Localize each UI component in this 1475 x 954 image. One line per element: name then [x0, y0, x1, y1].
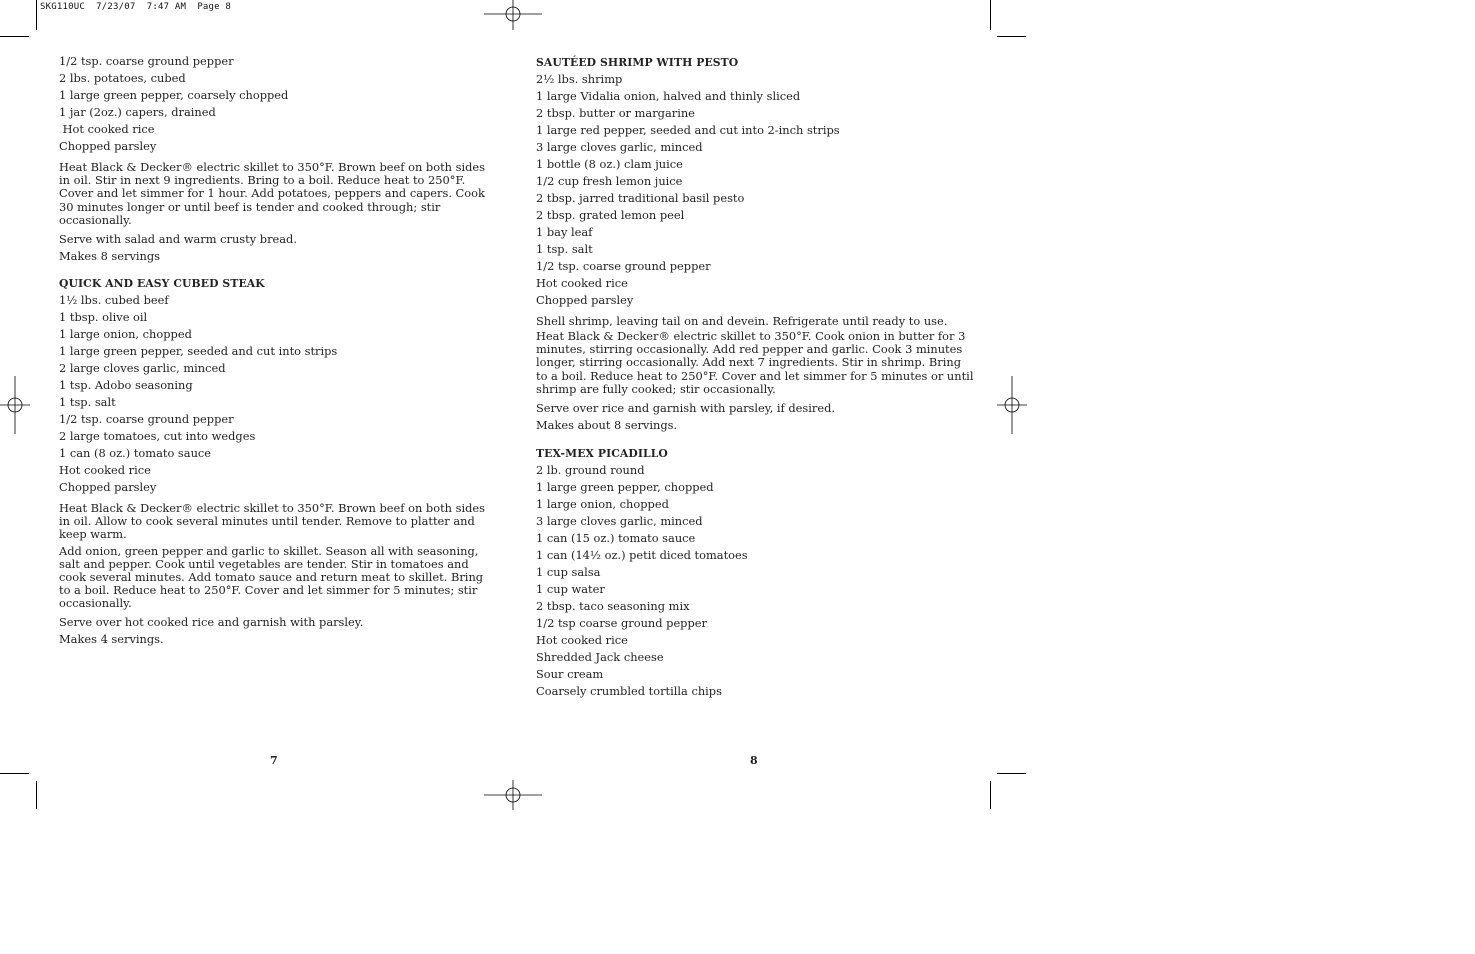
ingredient-item: 2 tbsp. jarred traditional basil pesto — [536, 191, 745, 205]
direction-paragraph: Add onion, green pepper and garlic to skillet. Season all with seasoning, salt and pepper. Cook until vegetables are tender. Stir in tomatoes and cook several minutes. Add tomato sauce and return meat to skillet. Bring to a boil. Reduce heat to 250°F. Cover and let simmer for 5 minutes; stir occasionally. — [59, 543, 484, 611]
ingredient-item: 2 tbsp. grated lemon peel — [536, 208, 685, 222]
ingredient-item: 1 large onion, chopped — [59, 326, 192, 341]
direction-line: Serve over hot cooked rice and garnish with parsley. — [59, 615, 364, 630]
ingredient-item: 1/2 tsp coarse ground pepper — [536, 615, 707, 630]
ingredient-item: 1 tsp. Adobo seasoning — [59, 377, 193, 392]
ingredient-item: 1 tsp. salt — [59, 394, 116, 409]
right-page-column — [536, 54, 976, 700]
direction-line: Shell shrimp, leaving tail on and devein. Refrigerate until ready to use. — [536, 314, 948, 328]
ingredient-list — [536, 71, 976, 309]
crop-mark-top-left-v — [36, 0, 37, 30]
recipe-title: TEX-MEX PICADILLO — [536, 446, 668, 460]
servings-line: Makes 8 servings — [59, 248, 161, 263]
registration-mark-top-icon — [484, 0, 542, 30]
ingredient-item: 1 cup water — [536, 581, 605, 596]
ingredient-item: 1 tsp. salt — [536, 242, 593, 256]
page-number-right: 8 — [750, 754, 758, 767]
page-number-left: 7 — [270, 754, 278, 767]
ingredient-item: Hot cooked rice — [536, 632, 628, 647]
left-page-column — [59, 53, 489, 648]
servings-line: Makes about 8 servings. — [536, 417, 678, 432]
ingredient-item: 2 lb. ground round — [536, 462, 645, 477]
ingredient-item: Hot cooked rice — [59, 122, 155, 136]
ingredient-item: 1/2 tsp. coarse ground pepper — [536, 259, 711, 273]
direction-line: Serve with salad and warm crusty bread. — [59, 231, 297, 246]
ingredient-list-continued — [59, 53, 489, 155]
ingredient-item: Coarsely crumbled tortilla chips — [536, 683, 722, 698]
ingredient-item: 3 large cloves garlic, minced — [536, 140, 703, 154]
ingredient-item: 1 can (15 oz.) tomato sauce — [536, 530, 696, 545]
crop-mark-bottom-right-v — [990, 781, 991, 809]
ingredient-item: Chopped parsley — [59, 139, 157, 153]
crop-mark-bottom-left-h — [0, 773, 29, 774]
crop-mark-bottom-left-v — [36, 781, 37, 809]
ingredient-item: 2 large tomatoes, cut into wedges — [59, 428, 256, 443]
ingredient-item: 1 large Vidalia onion, halved and thinly sliced — [536, 89, 801, 103]
crop-mark-top-right-h — [997, 36, 1026, 37]
direction-line: Serve over rice and garnish with parsley, if desired. — [536, 400, 836, 415]
ingredient-item: 1 bay leaf — [536, 225, 593, 239]
ingredient-item: Hot cooked rice — [59, 462, 151, 477]
registration-mark-bottom-icon — [484, 780, 542, 810]
ingredient-list — [536, 462, 976, 700]
ingredient-item: 2½ lbs. shrimp — [536, 72, 623, 86]
crop-mark-bottom-right-h — [997, 773, 1026, 774]
recipe-title: QUICK AND EASY CUBED STEAK — [59, 276, 265, 290]
ingredient-item: 1 large green pepper, chopped — [536, 479, 714, 494]
ingredient-item: 2 tbsp. butter or margarine — [536, 106, 695, 120]
ingredient-item: 1 tbsp. olive oil — [59, 309, 148, 324]
ingredient-item: Chopped parsley — [536, 293, 634, 307]
ingredient-item: Shredded Jack cheese — [536, 649, 664, 664]
ingredient-item: 1/2 cup fresh lemon juice — [536, 174, 683, 188]
print-slug: SKG110UC 7/23/07 7:47 AM Page 8 — [40, 2, 232, 12]
direction-paragraph: Heat Black & Decker® electric skillet to 350°F. Brown beef on both sides in oil. Stir in next 9 ingredients. Bring to a boil. Reduce heat to 250°F. Cover and let simmer for 1 hour. Add potatoes, peppers and capers. Cook 30 minutes longer or until beef is tender and cooked through; stir occasionally. — [59, 160, 485, 227]
ingredient-item: 2 lbs. potatoes, cubed — [59, 71, 186, 85]
ingredient-item: 1 large green pepper, seeded and cut into strips — [59, 343, 338, 358]
crop-mark-top-left-h — [0, 36, 29, 37]
registration-mark-left-icon — [0, 376, 30, 434]
ingredient-list — [59, 292, 489, 496]
ingredient-item: 1/2 tsp. coarse ground pepper — [59, 54, 234, 68]
ingredient-item: 1 can (14½ oz.) petit diced tomatoes — [536, 547, 748, 562]
ingredient-item: 2 tbsp. taco seasoning mix — [536, 598, 690, 613]
ingredient-item: 1 large onion, chopped — [536, 496, 669, 511]
registration-mark-right-icon — [997, 376, 1027, 434]
ingredient-item: 1 large red pepper, seeded and cut into 2-inch strips — [536, 123, 840, 137]
direction-paragraph: Heat Black & Decker® electric skillet to 350°F. Brown beef on both sides in oil. Allow to cook several minutes until tender. Remove to platter and keep warm. — [59, 500, 485, 541]
ingredient-item: 1½ lbs. cubed beef — [59, 292, 169, 307]
ingredient-item: 1 jar (2oz.) capers, drained — [59, 105, 216, 119]
servings-line: Makes 4 servings. — [59, 632, 164, 647]
ingredient-item: 1 can (8 oz.) tomato sauce — [59, 445, 212, 460]
ingredient-item: 1 large green pepper, coarsely chopped — [59, 88, 289, 102]
ingredient-item: Chopped parsley — [59, 479, 157, 494]
ingredient-item: 1 cup salsa — [536, 564, 601, 579]
ingredient-item: Sour cream — [536, 666, 604, 681]
direction-paragraph: Heat Black & Decker® electric skillet to 350°F. Cook onion in butter for 3 minutes, stirring occasionally. Add red pepper and garlic. Cook 3 minutes longer, stirring occasionally. Add next 7 ingredients. Stir in shrimp. Bring to a boil. Reduce heat to 250°F. Cover and let simmer for 5 minutes or until shrimp are fully cooked; stir occasionally. — [536, 329, 974, 396]
ingredient-item: 1/2 tsp. coarse ground pepper — [59, 411, 234, 426]
ingredient-item: 2 large cloves garlic, minced — [59, 360, 226, 375]
ingredient-item: 3 large cloves garlic, minced — [536, 513, 703, 528]
ingredient-item: Hot cooked rice — [536, 276, 628, 290]
recipe-title: SAUTÉED SHRIMP WITH PESTO — [536, 56, 739, 69]
crop-mark-top-right-v — [990, 0, 991, 30]
ingredient-item: 1 bottle (8 oz.) clam juice — [536, 157, 683, 171]
